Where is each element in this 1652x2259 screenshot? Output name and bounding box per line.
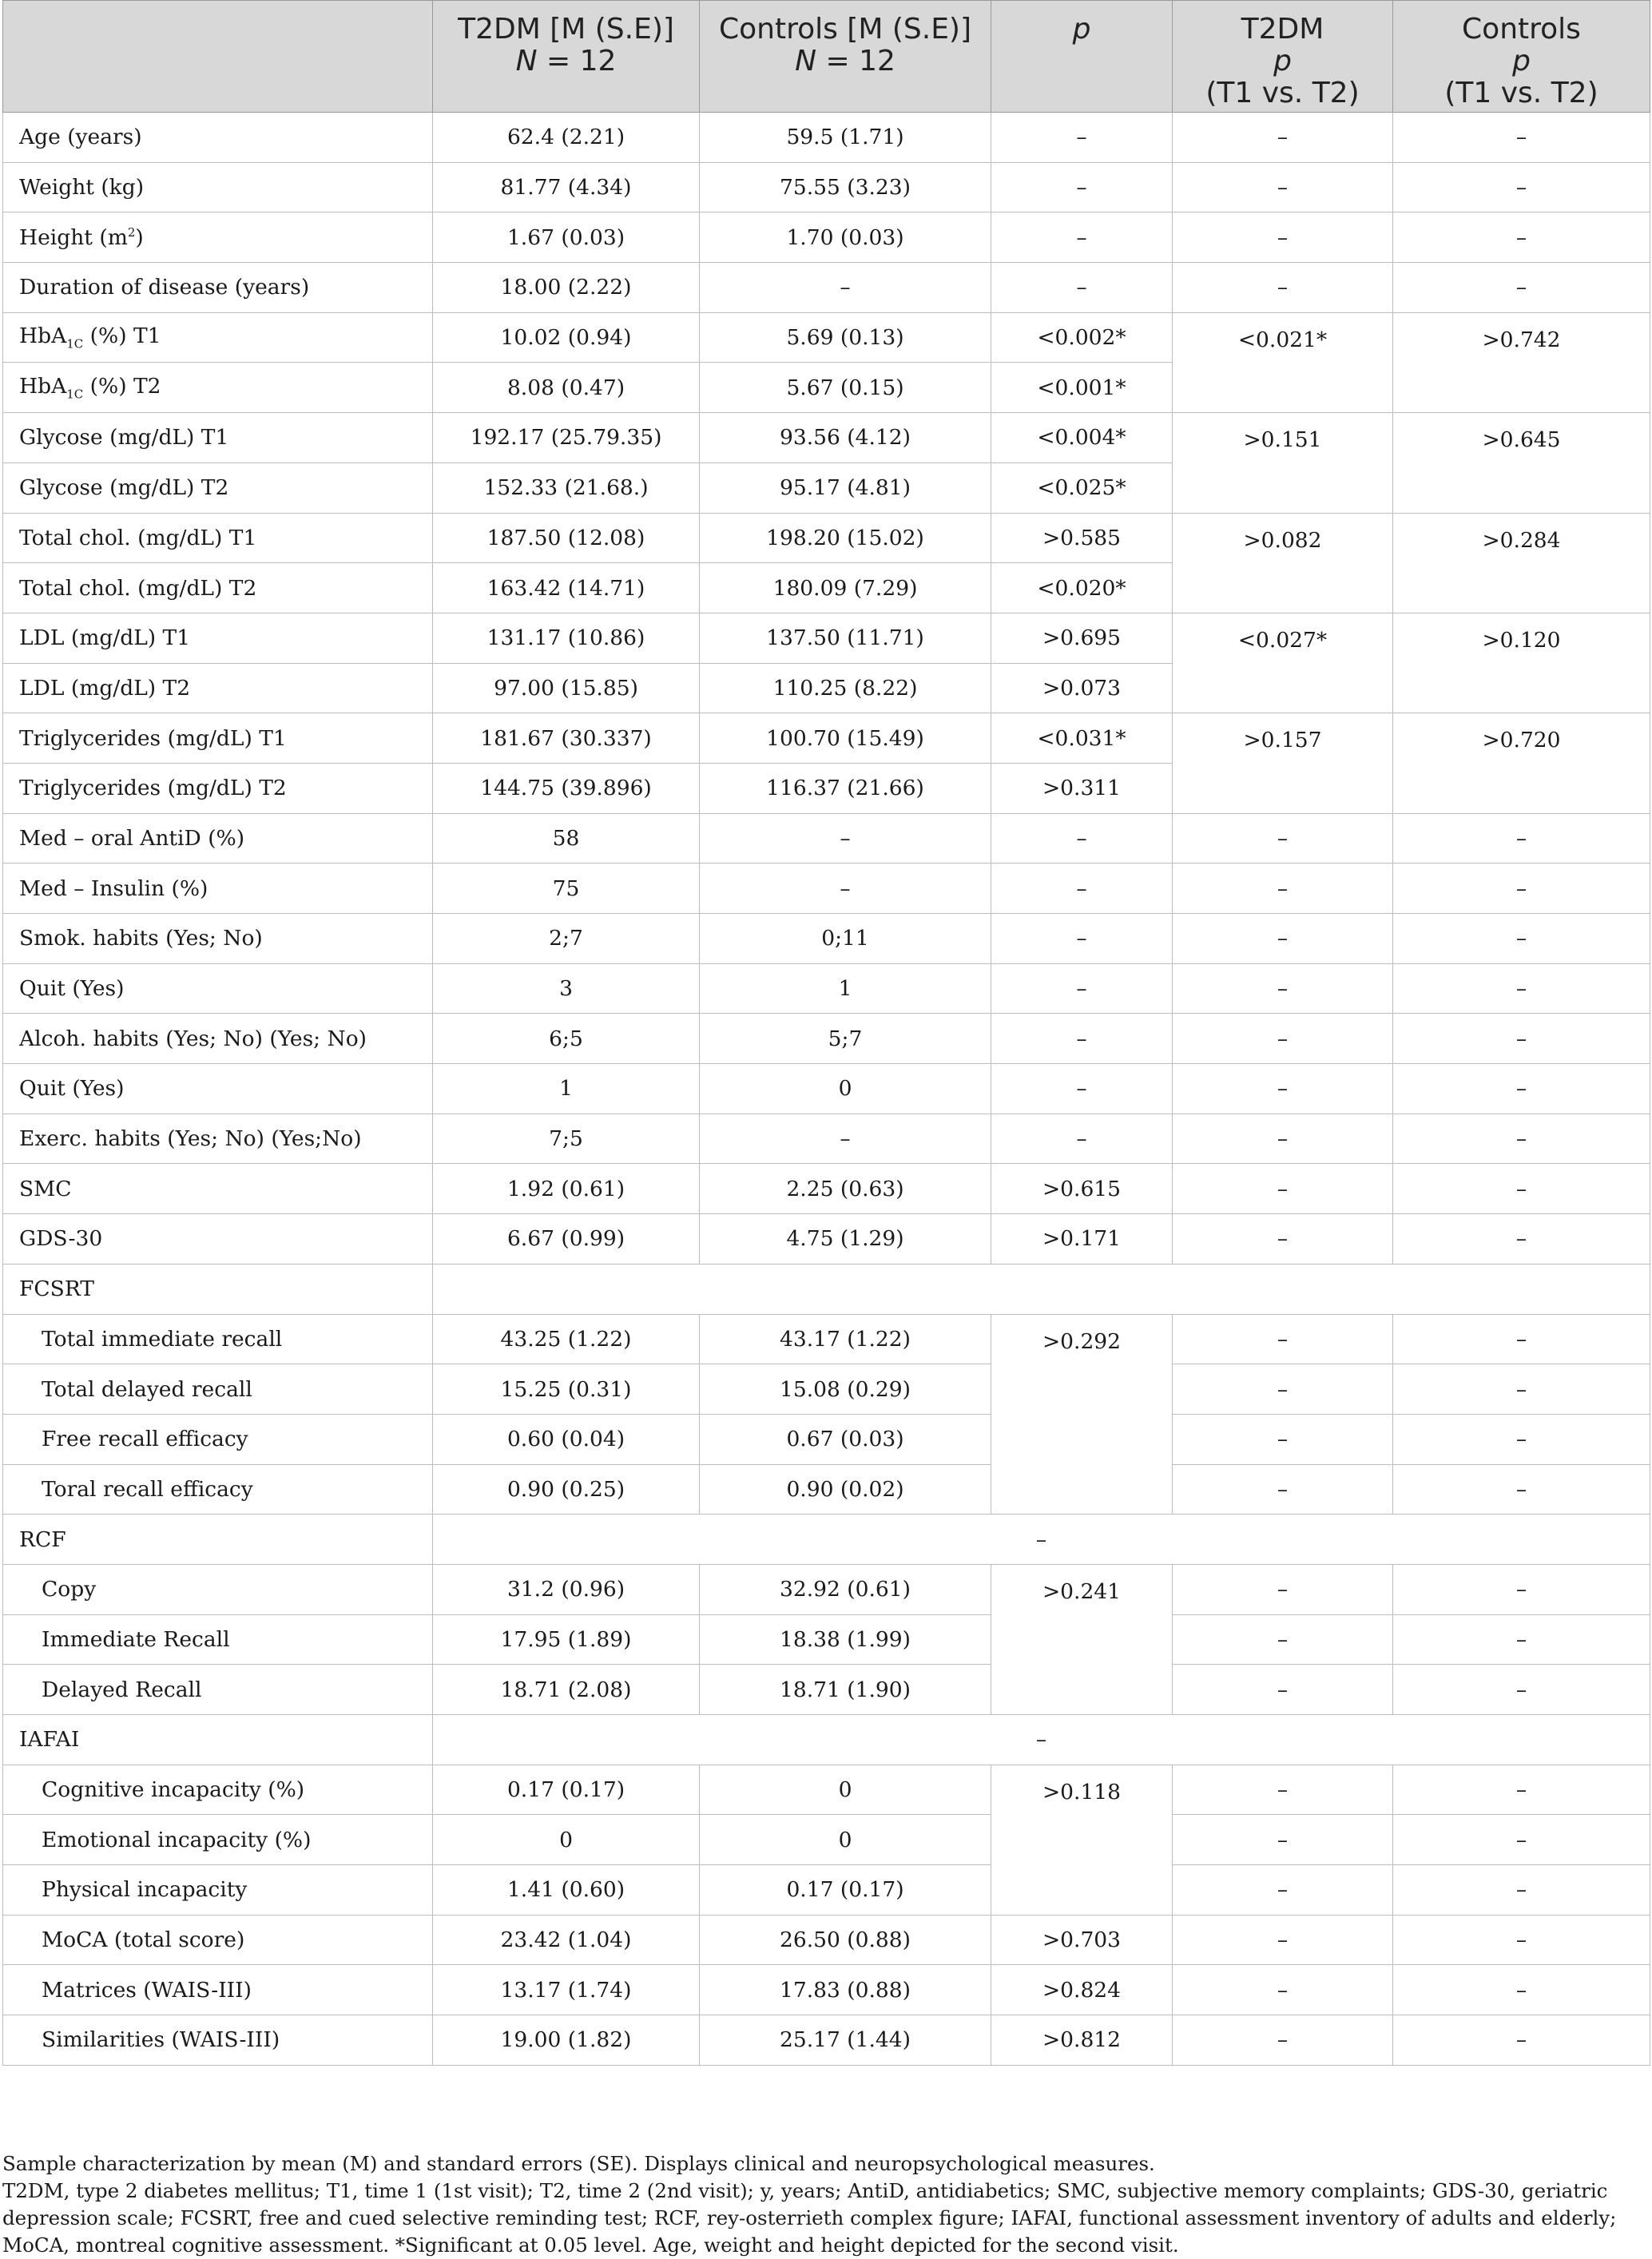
- cell-controls: 25.17 (1.44): [700, 2015, 991, 2066]
- cell-p: <0.020*: [991, 563, 1173, 613]
- row-label: Glycose (mg/dL) T2: [3, 463, 433, 513]
- cell-t2dm: 31.2 (0.96): [433, 1564, 700, 1614]
- table-row: [3, 1865, 1650, 1916]
- cell-p: –: [991, 864, 1173, 914]
- row-label: Total chol. (mg/dL) T2: [3, 563, 433, 613]
- header-controls-n-label: N: [795, 45, 817, 77]
- row-label-suffix: ): [135, 224, 144, 250]
- cell-p: <0.031*: [991, 713, 1173, 764]
- row-label: Copy: [3, 1564, 433, 1614]
- cell-p: –: [991, 212, 1173, 263]
- cell-t2dm-p: –: [1173, 1614, 1393, 1665]
- cell-t2dm-p: –: [1173, 1064, 1393, 1114]
- cell-controls: 5.67 (0.15): [700, 363, 991, 413]
- cell-p: >0.695: [991, 613, 1173, 663]
- table-row: [3, 113, 1650, 163]
- row-label: Duration of disease (years): [3, 263, 433, 313]
- cell-t2dm: 6;5: [433, 1014, 700, 1064]
- cell-t2dm: 0.17 (0.17): [433, 1765, 700, 1815]
- row-label: Triglycerides (mg/dL) T1: [3, 713, 433, 764]
- cell-t2dm-p: –: [1173, 813, 1393, 864]
- header-controls-p-compare: (T1 vs. T2): [1444, 77, 1598, 109]
- cell-p: >0.812: [991, 2015, 1173, 2066]
- cell-t2dm: 163.42 (14.71): [433, 563, 700, 613]
- row-label-sub: 1C: [66, 387, 84, 402]
- cell-controls-p: –: [1393, 1314, 1650, 1364]
- cell-t2dm: 152.33 (21.68.): [433, 463, 700, 513]
- row-label: Total chol. (mg/dL) T1: [3, 513, 433, 563]
- cell-t2dm: 15.25 (0.31): [433, 1364, 700, 1415]
- cell-controls: –: [700, 864, 991, 914]
- cell-t2dm: 81.77 (4.34): [433, 162, 700, 212]
- table-section-row: [3, 1715, 1650, 1765]
- cell-controls: 43.17 (1.22): [700, 1314, 991, 1364]
- cell-t2dm: 23.42 (1.04): [433, 1915, 700, 1965]
- cell-controls-p: –: [1393, 864, 1650, 914]
- table-section-row: [3, 1515, 1650, 1565]
- cell-controls: 0: [700, 1064, 991, 1114]
- cell-t2dm-p: –: [1173, 1364, 1393, 1415]
- table-row: [3, 1765, 1650, 1815]
- table-row: [3, 1214, 1650, 1264]
- cell-t2dm-p: >0.157: [1173, 713, 1393, 813]
- cell-t2dm: 75: [433, 864, 700, 914]
- cell-t2dm-p: –: [1173, 1164, 1393, 1214]
- row-label: Quit (Yes): [3, 1064, 433, 1114]
- row-label: [3, 312, 433, 363]
- cell-p: >0.241: [991, 1564, 1173, 1714]
- cell-controls: 0.90 (0.02): [700, 1464, 991, 1515]
- table-row: [3, 1564, 1650, 1614]
- section-span-cell: –: [433, 1715, 1650, 1765]
- cell-controls-p: >0.645: [1393, 413, 1650, 513]
- cell-controls: 0;11: [700, 914, 991, 964]
- cell-t2dm-p: <0.027*: [1173, 613, 1393, 713]
- cell-controls: –: [700, 263, 991, 313]
- cell-t2dm-p: <0.021*: [1173, 312, 1393, 412]
- header-t2dm-p-title: T2DM: [1241, 13, 1324, 46]
- table-row: [3, 1915, 1650, 1965]
- table-row: [3, 1414, 1650, 1464]
- cell-controls: 17.83 (0.88): [700, 1965, 991, 2015]
- cell-controls-p: –: [1393, 1164, 1650, 1214]
- cell-p: >0.073: [991, 663, 1173, 713]
- row-label: Immediate Recall: [3, 1614, 433, 1665]
- table-row: [3, 1014, 1650, 1064]
- cell-t2dm-p: –: [1173, 1314, 1393, 1364]
- cell-controls-p: –: [1393, 1364, 1650, 1415]
- cell-controls-p: –: [1393, 1214, 1650, 1264]
- cell-t2dm: 58: [433, 813, 700, 864]
- header-t2dm-p-compare: (T1 vs. T2): [1205, 77, 1360, 109]
- table-row: [3, 1815, 1650, 1865]
- cell-controls-p: –: [1393, 963, 1650, 1014]
- cell-t2dm-p: –: [1173, 1214, 1393, 1264]
- cell-controls-p: –: [1393, 1865, 1650, 1916]
- cell-controls: 0: [700, 1815, 991, 1865]
- row-label: Smok. habits (Yes; No): [3, 914, 433, 964]
- table-row: [3, 1114, 1650, 1164]
- row-label: Delayed Recall: [3, 1665, 433, 1715]
- table-row: [3, 1064, 1650, 1114]
- cell-controls-p: –: [1393, 162, 1650, 212]
- cell-controls-p: –: [1393, 1665, 1650, 1715]
- header-controls-n: [705, 46, 986, 77]
- cell-controls-p: –: [1393, 914, 1650, 964]
- table-row: [3, 1314, 1650, 1364]
- cell-t2dm-p: –: [1173, 963, 1393, 1014]
- cell-t2dm-p: –: [1173, 1665, 1393, 1715]
- cell-t2dm: 17.95 (1.89): [433, 1614, 700, 1665]
- table-row: [3, 2015, 1650, 2066]
- cell-controls-p: >0.720: [1393, 713, 1650, 813]
- cell-controls: 5;7: [700, 1014, 991, 1064]
- cell-controls: 75.55 (3.23): [700, 162, 991, 212]
- cell-p: <0.001*: [991, 363, 1173, 413]
- cell-controls: 198.20 (15.02): [700, 513, 991, 563]
- cell-controls: 0.17 (0.17): [700, 1865, 991, 1916]
- table-row: [3, 1364, 1650, 1415]
- table-row: [3, 1464, 1650, 1515]
- cell-p: <0.025*: [991, 463, 1173, 513]
- cell-t2dm: 144.75 (39.896): [433, 763, 700, 813]
- cell-controls: 93.56 (4.12): [700, 413, 991, 463]
- cell-controls-p: –: [1393, 113, 1650, 163]
- cell-t2dm-p: –: [1173, 1815, 1393, 1865]
- header-t2dm-n-label: N: [515, 45, 538, 77]
- cell-p: <0.002*: [991, 312, 1173, 363]
- cell-p: >0.292: [991, 1314, 1173, 1515]
- cell-t2dm: 43.25 (1.22): [433, 1314, 700, 1364]
- cell-controls-p: –: [1393, 2015, 1650, 2066]
- row-label: Physical incapacity: [3, 1865, 433, 1916]
- table-row: [3, 1665, 1650, 1715]
- cell-t2dm: 10.02 (0.94): [433, 312, 700, 363]
- cell-controls: –: [700, 813, 991, 864]
- row-label: Glycose (mg/dL) T1: [3, 413, 433, 463]
- header-controls-p-label: p: [1512, 45, 1531, 77]
- row-label-sub: 1C: [66, 336, 84, 351]
- cell-t2dm: 18.71 (2.08): [433, 1665, 700, 1715]
- header-p-label: p: [1072, 13, 1091, 46]
- cell-controls-p: –: [1393, 1915, 1650, 1965]
- cell-t2dm: 0.90 (0.25): [433, 1464, 700, 1515]
- header-t2dm-title: T2DM [M (S.E)]: [458, 13, 674, 46]
- sample-characterization-table: [2, 0, 1650, 2066]
- header-t2dm-n-value: = 12: [537, 45, 617, 77]
- cell-controls-p: –: [1393, 1564, 1650, 1614]
- row-label: Quit (Yes): [3, 963, 433, 1014]
- table-footnotes: [2, 2150, 1650, 2259]
- cell-t2dm-p: –: [1173, 864, 1393, 914]
- footnote-summary: Sample characterization by mean (M) and standard errors (SE). Displays clinical and neuropsychological measures.: [2, 2152, 1155, 2175]
- cell-controls: 0.67 (0.03): [700, 1414, 991, 1464]
- cell-controls: 100.70 (15.49): [700, 713, 991, 764]
- row-label: [3, 363, 433, 413]
- table-row: [3, 864, 1650, 914]
- cell-p: >0.824: [991, 1965, 1173, 2015]
- header-row: [3, 1, 1650, 113]
- cell-controls: 110.25 (8.22): [700, 663, 991, 713]
- cell-controls-p: >0.284: [1393, 513, 1650, 613]
- table-row: [3, 413, 1650, 463]
- header-controls-p: [1393, 1, 1650, 113]
- cell-t2dm-p: –: [1173, 212, 1393, 263]
- cell-controls: 26.50 (0.88): [700, 1915, 991, 1965]
- cell-t2dm-p: >0.151: [1173, 413, 1393, 513]
- table-row: [3, 513, 1650, 563]
- row-label: Total immediate recall: [3, 1314, 433, 1364]
- cell-controls: 137.50 (11.71): [700, 613, 991, 663]
- cell-controls: 1.70 (0.03): [700, 212, 991, 263]
- cell-controls-p: –: [1393, 813, 1650, 864]
- cell-controls: 116.37 (21.66): [700, 763, 991, 813]
- cell-controls: 95.17 (4.81): [700, 463, 991, 513]
- cell-p: >0.615: [991, 1164, 1173, 1214]
- header-t2dm: [433, 1, 700, 113]
- cell-t2dm: 18.00 (2.22): [433, 263, 700, 313]
- cell-controls: 18.38 (1.99): [700, 1614, 991, 1665]
- cell-p: –: [991, 914, 1173, 964]
- table-row: [3, 1965, 1650, 2015]
- row-label: Age (years): [3, 113, 433, 163]
- cell-p: >0.171: [991, 1214, 1173, 1264]
- row-label: Weight (kg): [3, 162, 433, 212]
- cell-t2dm: 19.00 (1.82): [433, 2015, 700, 2066]
- row-label-text: HbA: [19, 324, 67, 349]
- row-label: Emotional incapacity (%): [3, 1815, 433, 1865]
- table-row: [3, 162, 1650, 212]
- header-controls-title: Controls [M (S.E)]: [718, 13, 972, 46]
- row-label-sup: 2: [127, 224, 136, 240]
- cell-t2dm: 192.17 (25.79.35): [433, 413, 700, 463]
- cell-controls-p: –: [1393, 1614, 1650, 1665]
- header-controls-n-value: = 12: [816, 45, 895, 77]
- cell-t2dm-p: –: [1173, 113, 1393, 163]
- row-label: Alcoh. habits (Yes; No) (Yes; No): [3, 1014, 433, 1064]
- cell-controls-p: –: [1393, 263, 1650, 313]
- row-label: LDL (mg/dL) T1: [3, 613, 433, 663]
- cell-controls-p: –: [1393, 1965, 1650, 2015]
- cell-t2dm: 13.17 (1.74): [433, 1965, 700, 2015]
- cell-t2dm: 8.08 (0.47): [433, 363, 700, 413]
- row-label: Med – Insulin (%): [3, 864, 433, 914]
- table-row: [3, 1614, 1650, 1665]
- row-label-text: HbA: [19, 374, 67, 399]
- cell-t2dm: 7;5: [433, 1114, 700, 1164]
- table-row: [3, 1164, 1650, 1214]
- cell-controls: 15.08 (0.29): [700, 1364, 991, 1415]
- header-label-column: [3, 1, 433, 113]
- header-p: [991, 1, 1173, 113]
- section-label: RCF: [3, 1515, 433, 1565]
- cell-t2dm: 6.67 (0.99): [433, 1214, 700, 1264]
- row-label: Similarities (WAIS-III): [3, 2015, 433, 2066]
- cell-controls: 2.25 (0.63): [700, 1164, 991, 1214]
- cell-p: –: [991, 813, 1173, 864]
- table-row: [3, 613, 1650, 663]
- cell-t2dm-p: –: [1173, 1014, 1393, 1064]
- cell-t2dm-p: –: [1173, 1414, 1393, 1464]
- cell-controls: 0: [700, 1765, 991, 1815]
- section-span-cell: –: [433, 1515, 1650, 1565]
- table-row: [3, 312, 1650, 363]
- cell-t2dm: 1: [433, 1064, 700, 1114]
- cell-p: –: [991, 1014, 1173, 1064]
- header-controls-p-title: Controls: [1462, 13, 1581, 46]
- section-label: FCSRT: [3, 1264, 433, 1314]
- cell-t2dm: 2;7: [433, 914, 700, 964]
- header-t2dm-p-label: p: [1273, 45, 1292, 77]
- cell-p: >0.311: [991, 763, 1173, 813]
- cell-t2dm-p: –: [1173, 914, 1393, 964]
- table-row: [3, 813, 1650, 864]
- cell-controls-p: >0.120: [1393, 613, 1650, 713]
- cell-controls-p: –: [1393, 1414, 1650, 1464]
- cell-t2dm: 97.00 (15.85): [433, 663, 700, 713]
- cell-t2dm-p: –: [1173, 2015, 1393, 2066]
- cell-controls: 1: [700, 963, 991, 1014]
- cell-t2dm: 1.41 (0.60): [433, 1865, 700, 1916]
- cell-p: >0.118: [991, 1765, 1173, 1915]
- table-row: [3, 914, 1650, 964]
- row-label: Matrices (WAIS-III): [3, 1965, 433, 2015]
- table-row: [3, 713, 1650, 764]
- cell-p: >0.703: [991, 1915, 1173, 1965]
- row-label: MoCA (total score): [3, 1915, 433, 1965]
- cell-t2dm: 131.17 (10.86): [433, 613, 700, 663]
- cell-t2dm-p: –: [1173, 1965, 1393, 2015]
- cell-p: <0.004*: [991, 413, 1173, 463]
- header-t2dm-p: [1173, 1, 1393, 113]
- cell-t2dm-p: >0.082: [1173, 513, 1393, 613]
- row-label-suffix: (%) T1: [83, 324, 161, 349]
- section-label: IAFAI: [3, 1715, 433, 1765]
- cell-p: –: [991, 113, 1173, 163]
- cell-t2dm-p: –: [1173, 1114, 1393, 1164]
- cell-p: –: [991, 1114, 1173, 1164]
- cell-controls: 180.09 (7.29): [700, 563, 991, 613]
- cell-t2dm-p: –: [1173, 1915, 1393, 1965]
- row-label: Cognitive incapacity (%): [3, 1765, 433, 1815]
- row-label: Triglycerides (mg/dL) T2: [3, 763, 433, 813]
- cell-t2dm-p: –: [1173, 1765, 1393, 1815]
- cell-controls: 59.5 (1.71): [700, 113, 991, 163]
- row-label: Exerc. habits (Yes; No) (Yes;No): [3, 1114, 433, 1164]
- row-label: Med – oral AntiD (%): [3, 813, 433, 864]
- cell-t2dm-p: –: [1173, 162, 1393, 212]
- cell-p: >0.585: [991, 513, 1173, 563]
- cell-t2dm-p: –: [1173, 263, 1393, 313]
- cell-controls-p: –: [1393, 1014, 1650, 1064]
- row-label-text: Height (m: [19, 224, 128, 250]
- cell-t2dm-p: –: [1173, 1564, 1393, 1614]
- cell-controls-p: >0.742: [1393, 312, 1650, 412]
- cell-p: –: [991, 1064, 1173, 1114]
- cell-t2dm: 1.67 (0.03): [433, 212, 700, 263]
- header-t2dm-n: [438, 46, 694, 77]
- cell-t2dm: 0.60 (0.04): [433, 1414, 700, 1464]
- row-label: Free recall efficacy: [3, 1414, 433, 1464]
- cell-t2dm: 181.67 (30.337): [433, 713, 700, 764]
- row-label: LDL (mg/dL) T2: [3, 663, 433, 713]
- table-section-row: [3, 1264, 1650, 1314]
- table-row: [3, 212, 1650, 263]
- cell-p: –: [991, 263, 1173, 313]
- section-span-cell: [433, 1264, 1650, 1314]
- cell-controls: 5.69 (0.13): [700, 312, 991, 363]
- cell-p: –: [991, 963, 1173, 1014]
- cell-controls-p: –: [1393, 1064, 1650, 1114]
- row-label: Toral recall efficacy: [3, 1464, 433, 1515]
- footnote-abbreviations: T2DM, type 2 diabetes mellitus; T1, time 1 (1st visit); T2, time 2 (2nd visit); y, years; AntiD, antidiabetics; SMC, subjective memory complaints; GDS-30, geriatric depression scale; FCSRT, free and cued selective reminding test; RCF, rey-osterrieth complex figure; IAFAI, functional assessment inventory of adults and elderly; MoCA, montreal cognitive assessment. *Significant at 0.05 level. Age, weight and height depicted for the second visit.: [2, 2179, 1617, 2257]
- header-controls: [700, 1, 991, 113]
- table-row: [3, 963, 1650, 1014]
- cell-t2dm: 1.92 (0.61): [433, 1164, 700, 1214]
- cell-controls: 4.75 (1.29): [700, 1214, 991, 1264]
- cell-t2dm: 187.50 (12.08): [433, 513, 700, 563]
- row-label: SMC: [3, 1164, 433, 1214]
- cell-controls-p: –: [1393, 212, 1650, 263]
- cell-controls: –: [700, 1114, 991, 1164]
- cell-controls-p: –: [1393, 1114, 1650, 1164]
- cell-controls: 18.71 (1.90): [700, 1665, 991, 1715]
- cell-controls-p: –: [1393, 1815, 1650, 1865]
- cell-controls-p: –: [1393, 1765, 1650, 1815]
- cell-controls-p: –: [1393, 1464, 1650, 1515]
- cell-t2dm: 62.4 (2.21): [433, 113, 700, 163]
- cell-t2dm-p: –: [1173, 1464, 1393, 1515]
- row-label-suffix: (%) T2: [83, 374, 161, 399]
- row-label: GDS-30: [3, 1214, 433, 1264]
- cell-t2dm: 0: [433, 1815, 700, 1865]
- cell-p: –: [991, 162, 1173, 212]
- table-row: [3, 263, 1650, 313]
- cell-t2dm-p: –: [1173, 1865, 1393, 1916]
- row-label: Total delayed recall: [3, 1364, 433, 1415]
- cell-controls: 32.92 (0.61): [700, 1564, 991, 1614]
- row-label: [3, 212, 433, 263]
- cell-t2dm: 3: [433, 963, 700, 1014]
